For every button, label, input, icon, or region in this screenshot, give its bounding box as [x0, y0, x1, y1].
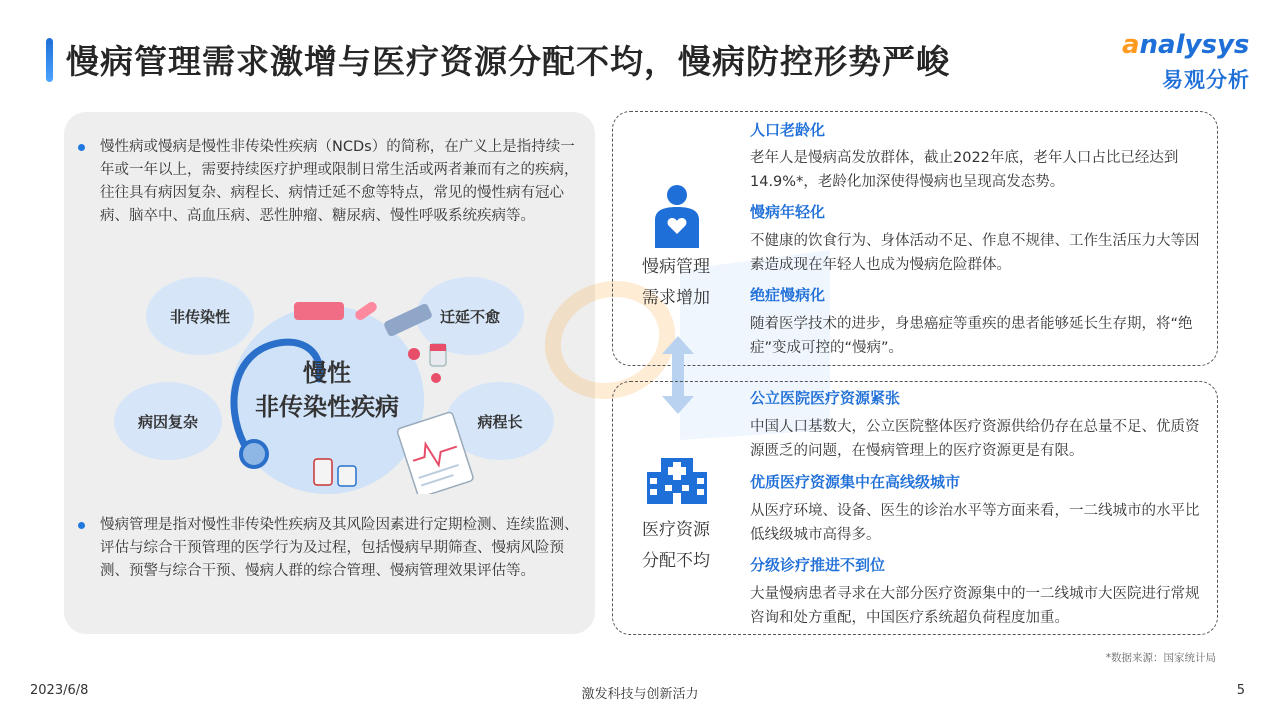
supply-heading-tiered: 分级诊疗推进不到位: [750, 556, 886, 574]
analysys-logo: [1122, 30, 1252, 92]
bullet-dot: [78, 144, 85, 151]
ncd-definition-text: 慢性病或慢病是慢性非传染性疾病（NCDs）的简称，在广义上是指持续一年或一年以上，需要持续医疗护理或限制日常生活或两者兼而有之的疾病，往往具有病因复杂、病程长、病情迁延不愈等特点，常见的慢性病有冠心病、脑卒中、高血压病、恶性肿瘤、糖尿病、慢性呼吸系统疾病等。: [100, 139, 579, 224]
demand-text-younger: 不健康的饮食行为、身体活动不足、作息不规律、工作生活压力大等因素造成现在年轻人也成为慢病危险群体。: [750, 233, 1200, 273]
page-number: 5: [1236, 683, 1245, 698]
supply-label-line2: 分配不均: [642, 551, 710, 571]
supply-label-line1: 医疗资源: [642, 520, 710, 540]
bullet-dot: [78, 522, 85, 529]
definition-panel: [64, 112, 595, 634]
footer-slogan: 激发科技与创新活力: [581, 687, 699, 702]
management-definition-text: 慢病管理是指对慢性非传染性疾病及其风险因素进行定期检测、连续监测、评估与综合干预管理的医学行为及过程，包括慢病早期筛查、慢病风险预测、预警与综合干预、慢病人群的综合管理、慢病管理效果评估等。: [100, 517, 579, 579]
ncd-definition-bullet: [78, 136, 582, 228]
demand-label-line1: 慢病管理: [642, 257, 710, 277]
center-label-line1: 慢性: [303, 359, 351, 387]
bubble-long-course: 病程长: [446, 382, 554, 460]
footer-date: 2023/6/8: [30, 683, 89, 698]
data-source-note: *数据来源：国家统计局: [1105, 652, 1216, 664]
bubble-non-infectious: 非传染性: [146, 277, 254, 355]
supply-text-public: 中国人口基数大，公立医院整体医疗资源供给仍存在总量不足、优质资源匮乏的问题，在慢病管理上的医疗资源更是有限。: [750, 419, 1200, 459]
demand-heading-chronic: 绝症慢病化: [750, 286, 826, 304]
person-heart-icon: [652, 184, 702, 248]
demand-heading-younger: 慢病年轻化: [750, 203, 826, 221]
supply-text-tiered: 大量慢病患者寻求在大部分医疗资源集中的一二线城市大医院进行常规咨询和处方重配，中国医疗系统超负荷程度加重。: [750, 586, 1200, 626]
logo-chinese: 易观分析: [1162, 68, 1250, 92]
supply-text-concentrated: 从医疗环境、设备、医生的诊治水平等方面来看，一二线城市的水平比低线级城市高得多。: [750, 503, 1200, 543]
demand-label: [620, 252, 732, 314]
demand-label-line2: 需求增加: [642, 288, 710, 308]
demand-heading-aging: 人口老龄化: [750, 121, 826, 139]
bubble-protracted: 迁延不愈: [416, 277, 524, 355]
page-title: 慢病管理需求激增与医疗资源分配不均，慢病防控形势严峻: [66, 42, 950, 81]
demand-text-chronic: 随着医学技术的进步，身患癌症等重疾的患者能够延长生存期，将“绝症”变成可控的“慢病”。: [750, 316, 1193, 356]
center-label: [230, 356, 424, 424]
center-label-line2: 非传染性疾病: [255, 393, 399, 421]
supply-heading-concentrated: 优质医疗资源集中在高线级城市: [750, 473, 961, 491]
supply-label: [620, 515, 732, 577]
demand-text-aging: 老年人是慢病高发放群体，截止2022年底，老年人口占比已经达到14.9%*，老龄化加深使得慢病也呈现高发态势。: [750, 150, 1179, 190]
supply-heading-public: 公立医院医疗资源紧张: [750, 389, 901, 407]
bubble-complex-cause: 病因复杂: [114, 382, 222, 460]
hospital-icon: [647, 458, 707, 504]
management-definition-bullet: [78, 514, 582, 583]
title-accent-bar: [46, 38, 53, 82]
logo-wordmark: analysys: [1122, 30, 1250, 60]
